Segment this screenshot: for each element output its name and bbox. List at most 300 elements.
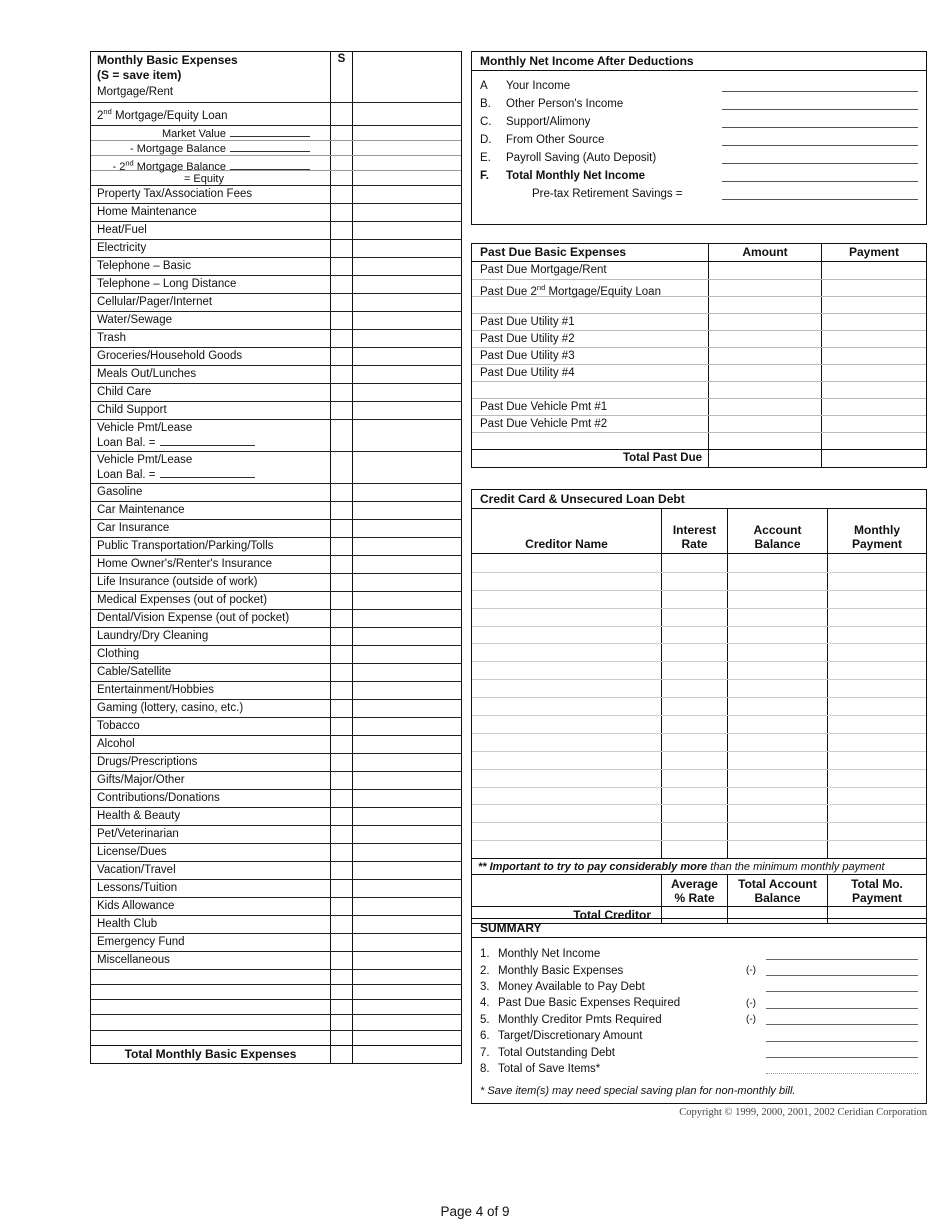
summary-row [480,979,918,995]
net-income-rows [472,71,926,185]
past-due-amount[interactable] [709,262,822,279]
creditor-row [472,661,926,679]
past-due-amount-header: Amount [709,244,822,261]
expense-row [91,951,461,969]
account-balance-cell[interactable] [728,716,828,733]
save-checkbox[interactable] [331,204,353,221]
expense-amount[interactable] [353,1000,461,1014]
interest-rate-cell[interactable] [662,573,728,590]
monthly-payment-cell[interactable] [828,627,926,644]
blank-expense-name[interactable] [91,1015,331,1029]
expense-amount[interactable] [353,222,461,239]
past-due-amount[interactable] [709,297,822,313]
save-items-note: * Save item(s) may need special saving plan for non-monthly bill. [480,1085,796,1097]
expense-amount[interactable] [353,171,461,185]
expense-amount[interactable] [353,186,461,203]
past-due-total-label: Total Past Due [472,450,709,467]
past-due-amount[interactable] [709,399,822,415]
save-checkbox[interactable] [331,1000,353,1014]
creditor-name-cell[interactable] [472,627,662,644]
summary-input[interactable] [766,981,918,992]
average-rate-line2: % Rate [674,890,715,905]
creditor-name-cell[interactable] [472,734,662,751]
interest-rate-cell[interactable] [662,680,728,697]
save-checkbox[interactable] [331,84,353,102]
expense-amount[interactable] [353,826,461,843]
creditor-name-cell[interactable] [472,554,662,572]
account-balance-cell[interactable] [728,734,828,751]
save-checkbox[interactable] [331,718,353,735]
expense-amount[interactable] [353,276,461,293]
monthly-payment-cell[interactable] [828,698,926,715]
monthly-payment-cell[interactable] [828,841,926,858]
account-balance-cell[interactable] [728,698,828,715]
expense-label: Lessons/Tuition [97,881,178,894]
interest-rate-cell[interactable] [662,734,728,751]
expense-amount[interactable] [353,592,461,609]
account-balance-cell[interactable] [728,609,828,626]
creditor-row [472,679,926,697]
past-due-label [472,433,709,449]
save-checkbox[interactable] [331,754,353,771]
past-due-payment[interactable] [822,416,926,432]
blank-expense-name[interactable] [91,1000,331,1014]
expense-amount[interactable] [353,330,461,347]
account-balance-cell[interactable] [728,841,828,858]
summary-label: Past Due Basic Expenses Required [498,997,681,1010]
past-due-payment[interactable] [822,365,926,381]
save-checkbox[interactable] [331,862,353,879]
expense-amount[interactable] [353,970,461,984]
past-due-total-amount[interactable] [709,450,822,467]
save-checkbox[interactable] [331,985,353,999]
net-income-key: D. [480,134,492,146]
save-checkbox[interactable] [331,970,353,984]
expense-row [91,933,461,951]
expense-amount[interactable] [353,862,461,879]
summary-input[interactable] [766,965,918,976]
interest-rate-cell[interactable] [662,662,728,679]
monthly-payment-cell[interactable] [828,805,926,822]
expense-amount[interactable] [353,664,461,681]
past-due-label [472,382,709,398]
interest-rate-cell[interactable] [662,752,728,769]
past-due-payment[interactable] [822,399,926,415]
save-checkbox[interactable] [331,592,353,609]
creditor-name-cell[interactable] [472,644,662,661]
save-checkbox[interactable] [331,736,353,753]
net-income-key: E. [480,152,491,164]
equity-label: Market Value [162,127,226,140]
blank-expense-row [91,969,461,984]
save-checkbox[interactable] [331,348,353,365]
interest-rate-cell[interactable] [662,609,728,626]
expenses-total-amount[interactable] [353,1046,461,1063]
expense-label: Gasoline [97,485,143,498]
expense-amount[interactable] [353,84,461,102]
expense-amount[interactable] [353,103,461,125]
monthly-payment-cell[interactable] [828,752,926,769]
summary-label: Total of Save Items* [498,1062,601,1075]
save-checkbox[interactable] [331,628,353,645]
creditor-name-cell[interactable] [472,788,662,805]
interest-rate-cell[interactable] [662,591,728,608]
creditor-name-cell[interactable] [472,591,662,608]
save-checkbox[interactable] [331,700,353,717]
creditor-name-cell[interactable] [472,716,662,733]
save-checkbox[interactable] [331,420,353,451]
credit-payment-note [472,858,926,874]
save-checkbox[interactable] [331,126,353,140]
expense-amount[interactable] [353,844,461,861]
interest-rate-cell[interactable] [662,823,728,840]
expense-amount[interactable] [353,420,461,451]
blank-expense-row [91,1030,461,1045]
expense-amount[interactable] [353,240,461,257]
creditor-row [472,554,926,572]
creditor-name-cell[interactable] [472,573,662,590]
monthly-payment-cell[interactable] [828,770,926,787]
net-income-input[interactable] [722,98,918,110]
expense-amount[interactable] [353,484,461,501]
monthly-payment-cell[interactable] [828,609,926,626]
past-due-box [471,243,927,468]
save-checkbox[interactable] [331,898,353,915]
past-due-amount[interactable] [709,433,822,449]
expense-row [91,329,461,347]
expense-amount[interactable] [353,574,461,591]
creditor-name-cell[interactable] [472,823,662,840]
net-income-input[interactable] [722,80,918,92]
expense-amount[interactable] [353,402,461,419]
expense-amount[interactable] [353,294,461,311]
past-due-payment[interactable] [822,262,926,279]
expense-amount[interactable] [353,700,461,717]
save-checkbox[interactable] [331,366,353,383]
net-income-input[interactable] [722,134,918,146]
account-balance-cell[interactable] [728,627,828,644]
past-due-payment[interactable] [822,433,926,449]
summary-input[interactable] [766,1063,918,1074]
save-checkbox[interactable] [331,520,353,537]
past-due-amount[interactable] [709,280,822,296]
expense-label: Child Care [97,385,152,398]
expense-row [91,84,461,102]
past-due-rows [472,262,926,449]
save-checkbox[interactable] [331,682,353,699]
expense-amount[interactable] [353,610,461,627]
interest-rate-cell[interactable] [662,788,728,805]
expense-amount[interactable] [353,1031,461,1045]
blank-expense-name[interactable] [91,970,331,984]
account-balance-cell[interactable] [728,554,828,572]
net-income-label: From Other Source [506,134,605,146]
expense-amount[interactable] [353,204,461,221]
past-due-total-payment[interactable] [822,450,926,467]
equity-label: = Equity [183,172,224,185]
monthly-payment-cell[interactable] [828,644,926,661]
save-checkbox[interactable] [331,844,353,861]
save-checkbox[interactable] [331,826,353,843]
expense-amount[interactable] [353,985,461,999]
expenses-subtitle: (S = save item) [97,68,182,82]
save-checkbox[interactable] [331,186,353,203]
equity-label: - 2nd Mortgage Balance [112,158,226,174]
creditor-name-cell[interactable] [472,698,662,715]
equity-input[interactable] [230,142,310,152]
save-checkbox[interactable] [331,574,353,591]
save-checkbox[interactable] [331,952,353,969]
expenses-total-s-cell[interactable] [331,1046,353,1063]
past-due-label: Past Due Utility #4 [472,365,709,381]
expense-label: Water/Sewage [97,313,172,326]
save-checkbox[interactable] [331,556,353,573]
expense-row [91,383,461,401]
monthly-payment-cell[interactable] [828,662,926,679]
monthly-payment-cell[interactable] [828,823,926,840]
expense-amount[interactable] [353,520,461,537]
expense-row [91,239,461,257]
save-checkbox[interactable] [331,772,353,789]
past-due-amount[interactable] [709,416,822,432]
past-due-row [472,398,926,415]
expense-amount[interactable] [353,126,461,140]
monthly-payment-cell[interactable] [828,573,926,590]
save-checkbox[interactable] [331,258,353,275]
interest-rate-cell[interactable] [662,841,728,858]
expense-label: 2nd Mortgage/Equity Loan [97,107,228,122]
save-checkbox[interactable] [331,1031,353,1045]
expense-row [91,483,461,501]
expense-amount[interactable] [353,736,461,753]
past-due-amount[interactable] [709,314,822,330]
creditor-name-cell[interactable] [472,609,662,626]
account-balance-cell[interactable] [728,644,828,661]
summary-row [480,995,918,1011]
interest-rate-cell[interactable] [662,716,728,733]
equity-input[interactable] [230,160,310,170]
creditor-name-cell[interactable] [472,805,662,822]
summary-input[interactable] [766,998,918,1009]
summary-input[interactable] [766,1014,918,1025]
save-checkbox[interactable] [331,294,353,311]
interest-rate-cell[interactable] [662,554,728,572]
loan-balance-input[interactable] [160,436,255,446]
expense-amount[interactable] [353,156,461,170]
account-balance-cell[interactable] [728,680,828,697]
interest-rate-header [662,509,728,553]
interest-rate-cell[interactable] [662,805,728,822]
creditor-name-cell[interactable] [472,662,662,679]
save-checkbox[interactable] [331,916,353,933]
account-balance-cell[interactable] [728,752,828,769]
expense-amount[interactable] [353,772,461,789]
expense-row [91,347,461,365]
creditor-name-cell[interactable] [472,841,662,858]
interest-rate-cell[interactable] [662,644,728,661]
expense-row [91,627,461,645]
save-checkbox[interactable] [331,452,353,483]
account-balance-cell[interactable] [728,788,828,805]
creditor-name-cell[interactable] [472,770,662,787]
interest-rate-cell[interactable] [662,770,728,787]
monthly-payment-cell[interactable] [828,591,926,608]
interest-rate-cell[interactable] [662,698,728,715]
total-balance-header [728,875,828,906]
past-due-payment[interactable] [822,314,926,330]
expense-label: Tobacco [97,719,140,732]
past-due-amount[interactable] [709,331,822,347]
monthly-payment-cell[interactable] [828,734,926,751]
page-number: Page 4 of 9 [440,1204,510,1219]
expense-amount[interactable] [353,682,461,699]
past-due-row [472,279,926,296]
past-due-payment[interactable] [822,348,926,364]
total-payment-line2: Payment [851,890,903,905]
save-checkbox[interactable] [331,141,353,155]
pretax-input[interactable] [722,188,918,200]
summary-input[interactable] [766,1031,918,1042]
expense-amount[interactable] [353,790,461,807]
expense-label: Miscellaneous [97,953,170,966]
monthly-payment-cell[interactable] [828,788,926,805]
expenses-total-label: Total Monthly Basic Expenses [91,1046,331,1063]
summary-row [480,1044,918,1060]
monthly-payment-cell[interactable] [828,680,926,697]
past-due-row [472,415,926,432]
account-balance-cell[interactable] [728,662,828,679]
save-checkbox[interactable] [331,790,353,807]
save-checkbox[interactable] [331,664,353,681]
creditor-name-cell[interactable] [472,680,662,697]
total-creditor-label: Total Creditor [472,907,662,923]
past-due-payment[interactable] [822,331,926,347]
past-due-amount[interactable] [709,365,822,381]
save-checkbox[interactable] [331,502,353,519]
past-due-amount[interactable] [709,348,822,364]
expense-amount[interactable] [353,880,461,897]
save-checkbox[interactable] [331,538,353,555]
expense-row [91,717,461,735]
past-due-label: Past Due Utility #2 [472,331,709,347]
expense-label: Home Maintenance [97,205,197,218]
creditor-row [472,572,926,590]
expense-amount[interactable] [353,898,461,915]
expense-amount[interactable] [353,916,461,933]
expenses-total-row [91,1045,461,1063]
expense-amount[interactable] [353,646,461,663]
save-checkbox[interactable] [331,240,353,257]
expense-amount[interactable] [353,1015,461,1029]
net-income-input[interactable] [722,152,918,164]
creditor-name-cell[interactable] [472,752,662,769]
save-checkbox[interactable] [331,103,353,125]
loan-balance-input[interactable] [160,468,255,478]
expense-amount[interactable] [353,718,461,735]
expense-amount[interactable] [353,258,461,275]
account-balance-cell[interactable] [728,591,828,608]
account-balance-cell[interactable] [728,770,828,787]
save-checkbox[interactable] [331,934,353,951]
expense-label: Groceries/Household Goods [97,349,243,362]
blank-expense-name[interactable] [91,1031,331,1045]
expense-row [91,293,461,311]
net-income-input[interactable] [722,170,918,182]
past-due-amount[interactable] [709,382,822,398]
expense-row [91,275,461,293]
save-checkbox[interactable] [331,276,353,293]
expense-row [91,681,461,699]
expense-row [91,102,461,125]
expense-row [91,221,461,239]
account-balance-cell[interactable] [728,573,828,590]
save-checkbox[interactable] [331,880,353,897]
expense-amount[interactable] [353,808,461,825]
summary-number: 4. [480,997,490,1010]
creditor-row [472,590,926,608]
save-checkbox[interactable] [331,1015,353,1029]
expense-amount[interactable] [353,538,461,555]
save-checkbox[interactable] [331,330,353,347]
expense-amount[interactable] [353,312,461,329]
save-checkbox[interactable] [331,808,353,825]
expense-row [91,573,461,591]
save-checkbox[interactable] [331,484,353,501]
save-checkbox[interactable] [331,222,353,239]
expense-amount[interactable] [353,366,461,383]
expense-label: Public Transportation/Parking/Tolls [97,539,274,552]
equity-input[interactable] [230,127,310,137]
expense-amount[interactable] [353,754,461,771]
summary-label: Monthly Creditor Pmts Required [498,1013,662,1026]
expense-amount[interactable] [353,628,461,645]
monthly-payment-cell[interactable] [828,716,926,733]
expense-amount[interactable] [353,348,461,365]
save-checkbox[interactable] [331,610,353,627]
summary-label: Monthly Basic Expenses [498,964,624,977]
expense-amount[interactable] [353,384,461,401]
creditor-row [472,769,926,787]
expense-amount[interactable] [353,556,461,573]
save-checkbox[interactable] [331,402,353,419]
summary-input[interactable] [766,1047,918,1058]
past-due-payment[interactable] [822,280,926,296]
summary-input[interactable] [766,949,918,960]
net-income-input[interactable] [722,116,918,128]
expense-amount[interactable] [353,452,461,483]
expense-label: Vacation/Travel [97,863,176,876]
save-checkbox[interactable] [331,312,353,329]
account-balance-cell[interactable] [728,805,828,822]
net-income-key: A [480,80,488,92]
expense-row [91,645,461,663]
account-balance-cell[interactable] [728,823,828,840]
credit-title: Credit Card & Unsecured Loan Debt [472,490,926,509]
expense-amount[interactable] [353,952,461,969]
interest-rate-cell[interactable] [662,627,728,644]
past-due-payment[interactable] [822,382,926,398]
blank-expense-name[interactable] [91,985,331,999]
monthly-payment-cell[interactable] [828,554,926,572]
past-due-payment[interactable] [822,297,926,313]
save-checkbox[interactable] [331,384,353,401]
save-checkbox[interactable] [331,156,353,170]
save-checkbox[interactable] [331,646,353,663]
expense-amount[interactable] [353,502,461,519]
expense-amount[interactable] [353,934,461,951]
save-checkbox[interactable] [331,171,353,185]
expense-amount[interactable] [353,141,461,155]
